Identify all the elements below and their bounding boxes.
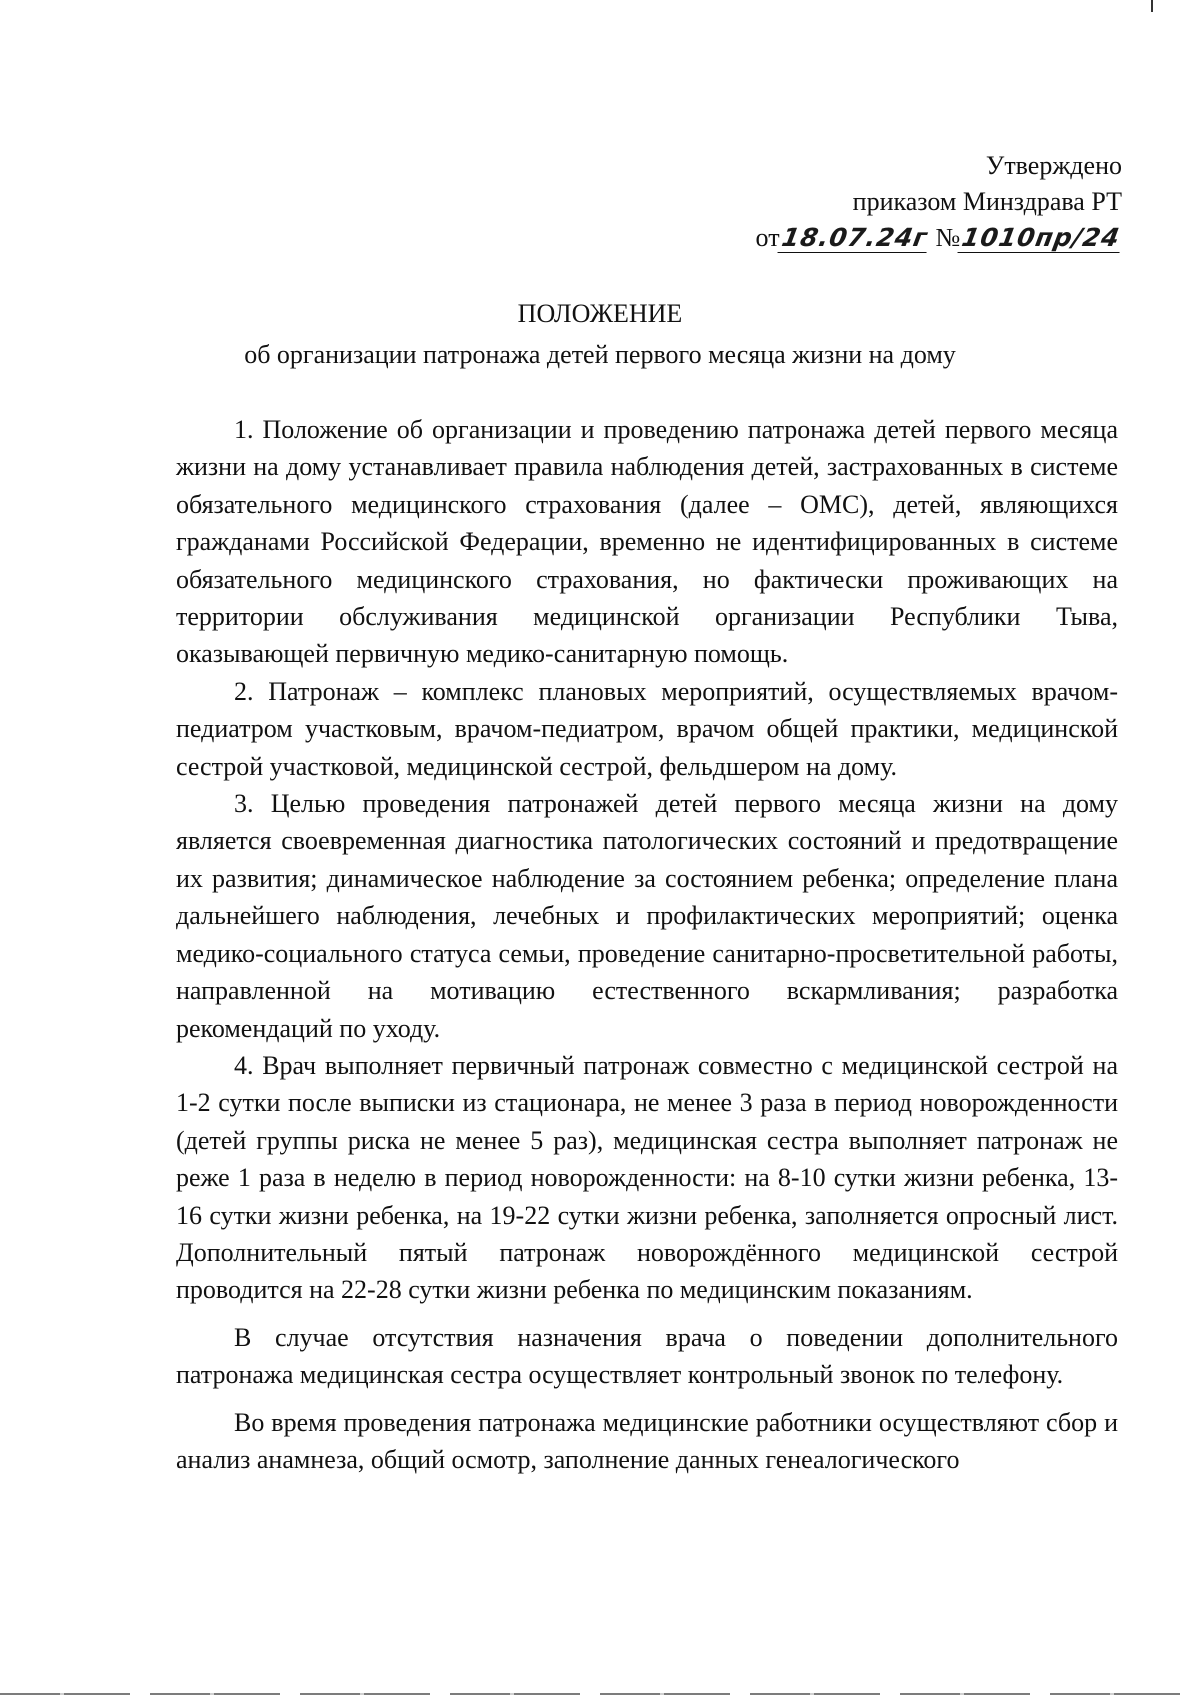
order-reference <box>756 220 1122 256</box>
date-prefix: от <box>755 223 780 252</box>
paragraph-1: 1. Положение об организации и проведению патронажа детей первого месяца жизни на дому устанавливает правила наблюдения детей, застрахованных в системе обязательного медицинского страхования (далее – ОМС), детей, являющихся гражданами Российской Федерации, временно не идентифицированных в системе обязательного медицинского страхования, но фактически проживающих на территории обслуживания медицинской организации Республики Тыва, оказывающей первичную медико-санитарную помощь. <box>176 415 1118 669</box>
paragraph-2: 2. Патронаж – комплекс плановых мероприятий, осуществляемых врачом-педиатром участковым, врачом-педиатром, врачом общей практики, медицинской сестрой участковой, медицинской сестрой, фельдшером на дому. <box>176 676 1118 781</box>
scan-edge-mark <box>1151 0 1153 12</box>
handwritten-date: 18.07.24г <box>777 224 932 253</box>
paragraph-4: 4. Врач выполняет первичный патронаж совместно с медицинской сестрой на 1-2 сутки после выписки из стационара, не менее 3 раза в период новорожденности (детей группы риска не менее 5 раз), медицинская сестра выполняет патронаж не реже 1 раза в неделю в период новорожденности: на 8-10 сутки жизни ребенка, 13-16 сутки жизни ребенка, на 19-22 сутки жизни ребенка, заполняется опросный лист. Дополнительный пятый патронаж новорождённого медицинской сестрой проводится на 22-28 сутки жизни ребенка по медицинским показаниям. <box>176 1050 1118 1305</box>
approval-block <box>756 148 1122 256</box>
paragraph-6: Во время проведения патронажа медицинские работники осуществляют сбор и анализ анамнеза, общий осмотр, заполнение данных генеалогического <box>176 1407 1118 1474</box>
scan-bottom-edge <box>0 1693 1200 1695</box>
approval-label: Утверждено <box>985 151 1122 180</box>
document-title: ПОЛОЖЕНИЕ <box>517 299 683 328</box>
handwritten-order-number: 1010пр/24 <box>958 224 1125 253</box>
document-body <box>176 411 1118 1478</box>
paragraph-5: В случае отсутствия назначения врача о поведении дополнительного патронажа медицинская сестра осуществляет контрольный звонок по телефону. <box>176 1322 1118 1390</box>
paragraph-3: 3. Целью проведения патронажей детей первого месяца жизни на дому является своевременная диагностика патологических состояний и предотвращение их развития; динамическое наблюдение за состоянием ребенка; определение плана дальнейшего наблюдения, лечебных и профилактических мероприятий; оценка медико-социального статуса семьи, проведение санитарно-просветительной работы, направленной на мотивацию естественного вскармливания; разработка рекомендаций по уходу. <box>176 789 1118 1043</box>
number-prefix: № <box>935 223 961 252</box>
document-subtitle: об организации патронажа детей первого месяца жизни на дому <box>244 340 956 369</box>
approval-authority: приказом Минздрава РТ <box>852 187 1122 216</box>
